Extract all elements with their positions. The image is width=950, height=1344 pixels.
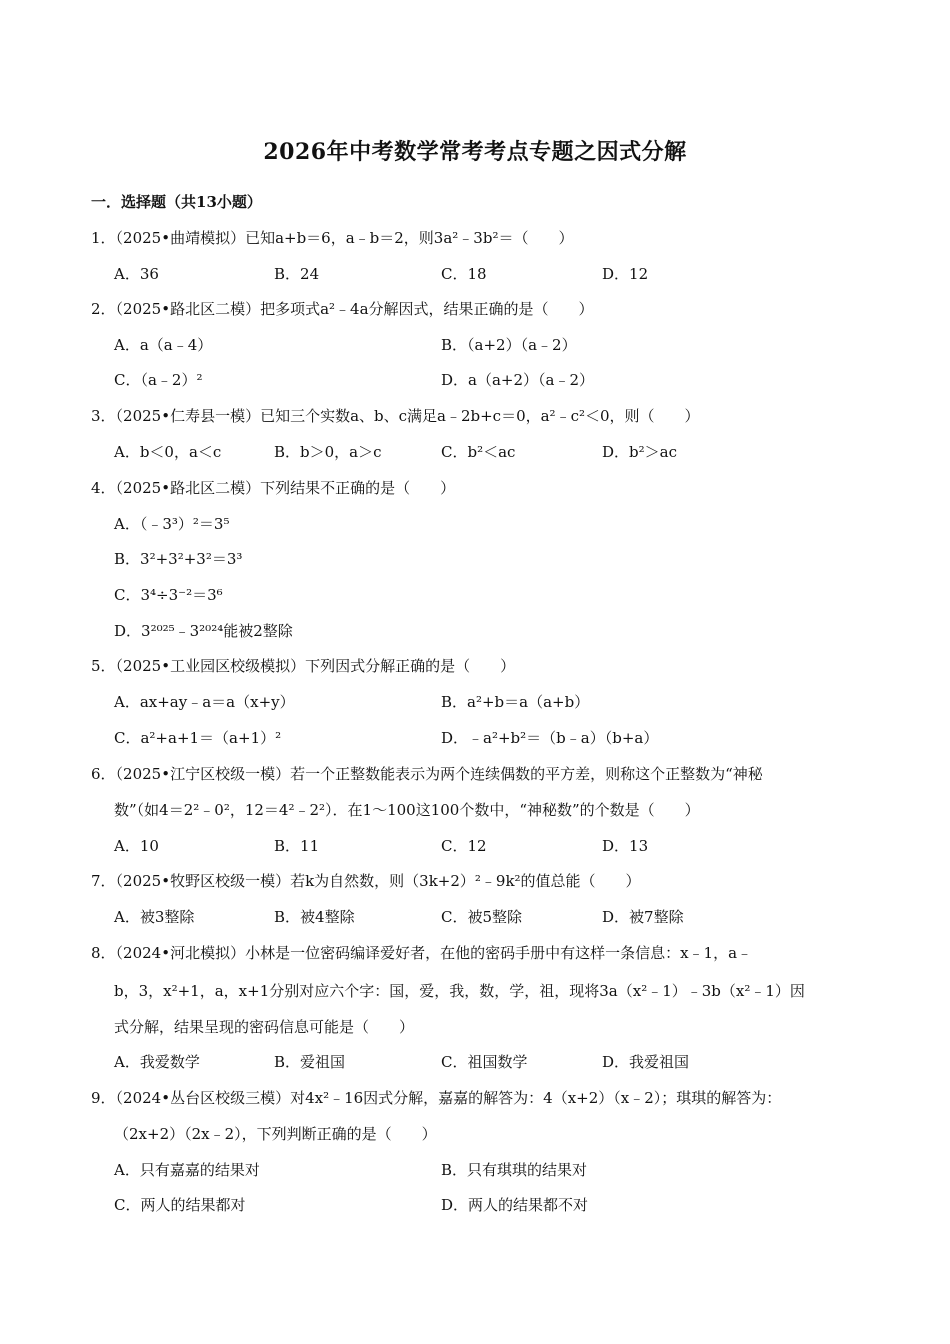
question-8-stem: 8．（2024•河北模拟）小林是一位密码编译爱好者，在他的密码手册中有这样一条信息：x﹣1，a﹣ [91,944,753,962]
q2-option-b: B．（a+2）（a﹣2） [441,336,577,354]
q3-option-c: C．b²＜ac [441,443,516,461]
question-4-stem: 4．（2025•路北区二模）下列结果不正确的是（ ） [91,479,456,497]
q5-option-d: D．﹣a²+b²＝（b﹣a）（b+a） [441,729,659,747]
q3-option-b: B．b＞0，a＞c [274,443,382,461]
q2-option-d: D．a（a+2）（a﹣2） [441,371,595,389]
q4-option-c: C．3⁴÷3⁻²＝3⁶ [114,586,223,604]
question-1-stem: 1．（2025•曲靖模拟）已知a+b＝6，a﹣b＝2，则3a²﹣3b²＝（ ） [91,229,574,247]
q3-option-a: A．b＜0，a＜c [114,443,222,461]
q1-option-a: A．36 [114,265,159,283]
q6-option-d: D．13 [602,837,649,855]
q4-option-a: A．（﹣3³）²＝3⁵ [114,515,230,533]
question-6-stem-line-2: 数”（如4＝2²﹣0²，12＝4²﹣2²）．在1～100这100个数中，“神秘数”的个数是（ ） [114,801,700,819]
q8-option-a: A．我爱数学 [114,1053,200,1071]
q6-option-a: A．10 [114,837,159,855]
question-9-stem: 9．（2024•丛台区校级三模）对4x²﹣16因式分解，嘉嘉的解答为：4（x+2）（x﹣2）；琪琪的解答为： [91,1089,782,1107]
question-9-stem-line-2: （2x+2）（2x﹣2），下列判断正确的是（ ） [114,1125,437,1143]
section-heading: 一．选择题（共13小题） [91,193,262,211]
q3-option-d: D．b²＞ac [602,443,677,461]
q1-option-b: B．24 [274,265,320,283]
q2-option-a: A．a（a﹣4） [114,336,213,354]
q8-option-c: C．祖国数学 [441,1053,528,1071]
q7-option-a: A．被3整除 [114,908,195,926]
q9-option-b: B．只有琪琪的结果对 [441,1161,588,1179]
q5-option-b: B．a²+b＝a（a+b） [441,693,590,711]
q6-option-c: C．12 [441,837,487,855]
question-5-stem: 5．（2025•工业园区校级模拟）下列因式分解正确的是（ ） [91,657,516,675]
q9-option-d: D．两人的结果都不对 [441,1196,589,1214]
q7-option-b: B．被4整除 [274,908,355,926]
q4-option-b: B．3²+3²+3²＝3³ [114,550,243,568]
q7-option-d: D．被7整除 [602,908,684,926]
question-7-stem: 7．（2025•牧野区校级一模）若k为自然数，则（3k+2）²﹣9k²的值总能（ ） [91,872,641,890]
q8-option-b: B．爱祖国 [274,1053,346,1071]
q8-option-d: D．我爱祖国 [602,1053,690,1071]
q5-option-a: A．ax+ay﹣a＝a（x+y） [114,693,295,711]
page-title: 2026年中考数学常考考点专题之因式分解 [263,139,687,165]
question-3-stem: 3．（2025•仁寿县一模）已知三个实数a、b、c满足a﹣2b+c＝0，a²﹣c²＜0，则（ ） [91,407,700,425]
q9-option-a: A．只有嘉嘉的结果对 [114,1161,260,1179]
q2-option-c: C．（a﹣2）² [114,371,203,389]
q1-option-d: D．12 [602,265,649,283]
q1-option-c: C．18 [441,265,487,283]
q9-option-c: C．两人的结果都对 [114,1196,246,1214]
q5-option-c: C．a²+a+1＝（a+1）² [114,729,282,747]
q4-option-d: D．3²⁰²⁵﹣3²⁰²⁴能被2整除 [114,622,293,640]
question-6-stem: 6．（2025•江宁区校级一模）若一个正整数能表示为两个连续偶数的平方差，则称这个正整数为“神秘 [91,765,763,783]
question-2-stem: 2．（2025•路北区二模）把多项式a²﹣4a分解因式，结果正确的是（ ） [91,300,594,318]
q7-option-c: C．被5整除 [441,908,523,926]
q6-option-b: B．11 [274,837,320,855]
question-8-stem-line-3: 式分解，结果呈现的密码信息可能是（ ） [114,1018,415,1036]
question-8-stem-line-2: b，3，x²+1，a，x+1分别对应六个字：国，爱，我，数，学，祖，现将3a（x²﹣1）﹣3b（x²﹣1）因 [114,982,805,1000]
